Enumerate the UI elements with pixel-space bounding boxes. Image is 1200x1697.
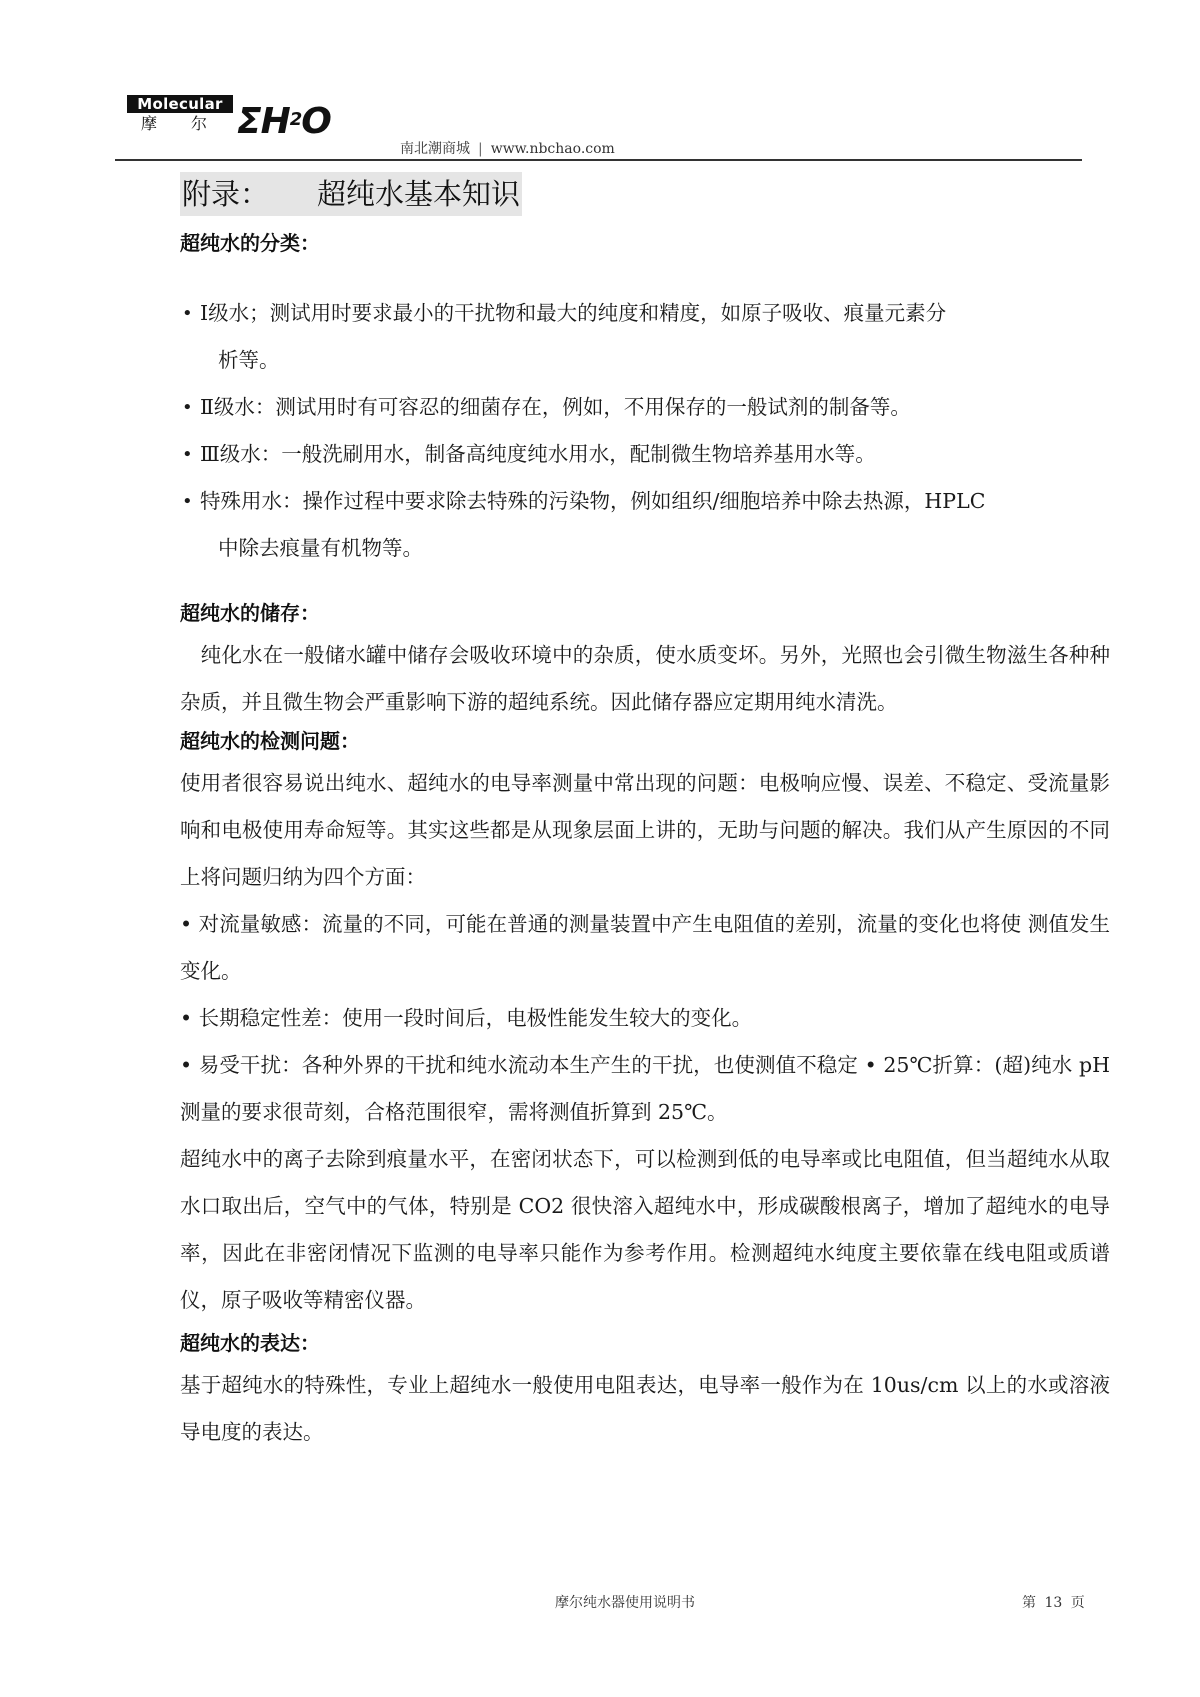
list-item-text: Ⅱ级水：测试用时有可容忍的细菌存在，例如，不用保存的一般试剂的制备等。: [200, 395, 911, 419]
page-title: [180, 172, 522, 216]
site-url[interactable]: www.nbchao.com: [490, 141, 615, 157]
detection-issue: • 易受干扰：各种外界的干扰和纯水流动本生产生的干扰，也使测值不稳定 • 25℃折算：(超)纯水 pH 测量的要求很苛刻，合格范围很窄，需将测值折算到 25℃。: [180, 1053, 1110, 1124]
footer-doc-title: 摩尔纯水器使用说明书: [555, 1595, 695, 1611]
detection-intro: 使用者很容易说出纯水、超纯水的电导率测量中常出现的问题：电极响应慢、误差、不稳定、受流量影响和电极使用寿命短等。其实这些都是从现象层面上讲的，无助与问题的解决。我们从产生原因的不同上将问题归纳为四个方面：: [180, 771, 1110, 889]
section-heading-expression: 超纯水的表达：: [180, 1331, 320, 1355]
expression-paragraph: 基于超纯水的特殊性，专业上超纯水一般使用电阻表达，电导率一般作为在 10us/cm 以上的水或溶液导电度的表达。: [180, 1373, 1110, 1444]
footer-page-number: 第 13 页: [1022, 1595, 1085, 1611]
header-rule: [115, 159, 1082, 161]
list-item-text: 特殊用水：操作过程中要求除去特殊的污染物，例如组织/细胞培养中除去热源，HPLC: [200, 489, 986, 513]
site-header: [400, 140, 615, 158]
list-item: [180, 384, 1110, 431]
site-name: 南北潮商城: [400, 141, 470, 157]
detection-issue: • 对流量敏感：流量的不同，可能在普通的测量装置中产生电阻值的差别，流量的变化也将使 测值发生变化。: [180, 912, 1110, 983]
classification-list: [180, 290, 1110, 572]
list-item-text-cont: 中除去痕量有机物等。: [218, 536, 423, 560]
list-item: [180, 478, 1110, 572]
section-heading-classification: 超纯水的分类：: [180, 231, 320, 255]
section-heading-storage: 超纯水的储存：: [180, 601, 320, 625]
logo-formula-main: ΣH: [237, 101, 290, 142]
list-item-text-cont: 析等。: [218, 348, 280, 372]
list-item: [180, 290, 1110, 384]
header-separator: |: [478, 141, 483, 157]
logo-brand-en: Molecular: [127, 95, 233, 113]
storage-paragraph: 纯化水在一般储水罐中储存会吸收环境中的杂质，使水质变坏。另外，光照也会引微生物滋生各种种杂质，并且微生物会严重影响下游的超纯系统。因此储存器应定期用纯水清洗。: [180, 643, 1110, 714]
list-item-text: Ⅰ级水；测试用时要求最小的干扰物和最大的纯度和精度，如原子吸收、痕量元素分: [200, 301, 947, 325]
brand-logo: [127, 95, 367, 153]
page-content: [180, 172, 1110, 1456]
detection-issue: • 长期稳定性差：使用一段时间后，电极性能发生较大的变化。: [180, 1006, 753, 1030]
list-item-text: Ⅲ级水：一般洗刷用水，制备高纯度纯水用水，配制微生物培养基用水等。: [200, 442, 876, 466]
list-item: [180, 431, 1110, 478]
logo-formula: [237, 95, 331, 147]
logo-cn-char-2: 尔: [191, 114, 208, 133]
logo-formula-sub: 2: [289, 109, 302, 130]
bullet-icon: •: [182, 397, 193, 418]
page-title-text: 超纯水基本知识: [317, 177, 521, 211]
page-title-prefix: 附录：: [182, 177, 270, 211]
logo-formula-tail: O: [301, 101, 331, 142]
logo-cn-char-1: 摩: [141, 114, 158, 133]
bullet-icon: •: [182, 491, 193, 512]
bullet-icon: •: [182, 303, 193, 324]
bullet-icon: •: [182, 444, 193, 465]
section-heading-detection: 超纯水的检测问题：: [180, 729, 360, 753]
detection-conclusion: 超纯水中的离子去除到痕量水平，在密闭状态下，可以检测到低的电导率或比电阻值，但当超纯水从取水口取出后，空气中的气体，特别是 CO2 很快溶入超纯水中，形成碳酸根离子，增加了超纯水的电导率，因此在非密闭情况下监测的电导率只能作为参考作用。检测超纯水纯度主要依靠在线电阻或质谱仪，原子吸收等精密仪器。: [180, 1147, 1110, 1312]
logo-brand-cn: [141, 114, 241, 134]
